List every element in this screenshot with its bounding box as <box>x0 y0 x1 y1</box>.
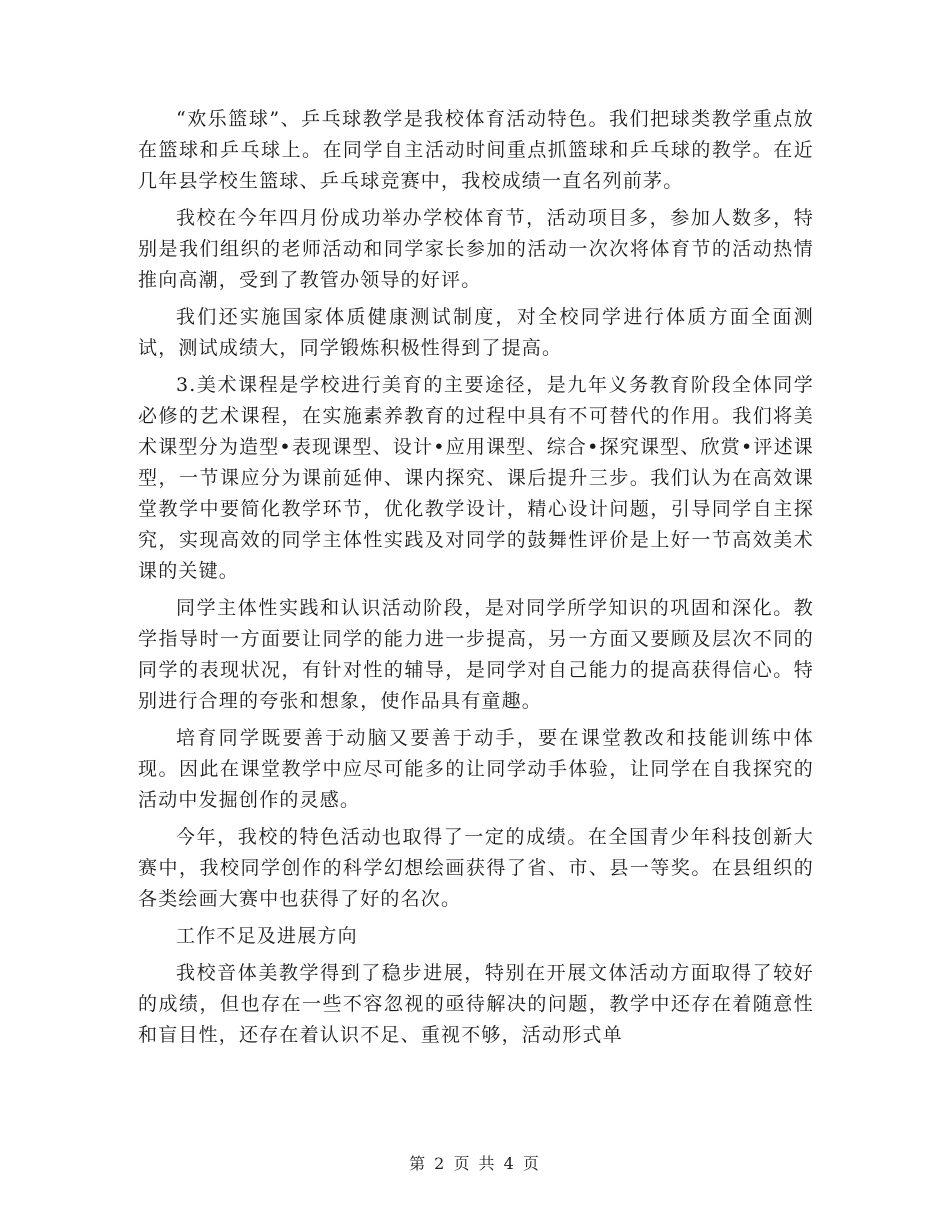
paragraph-fitness-test: 我们还实施国家体质健康测试制度，对全校同学进行体质方面全面测试，测试成绩大，同学锻炼积极性得到了提高。 <box>138 306 814 359</box>
paragraph-basketball-pingpong: “欢乐篮球”、乒乓球教学是我校体育活动特色。我们把球类教学重点放在篮球和乒乓球上。在同学自主活动时间重点抓篮球和乒乓球的教学。在近几年县学校生篮球、乒乓球竞赛中，我校成绩一直名列前茅。 <box>138 108 814 192</box>
paragraph-problems: 我校音体美教学得到了稳步进展，特别在开展文体活动方面取得了较好的成绩，但也存在一些不容忽视的亟待解决的问题，教学中还存在着随意性和盲目性，还存在着认识不足、重视不够，活动形式单 <box>138 962 814 1046</box>
paragraph-art-curriculum: 3.美术课程是学校进行美育的主要途径，是九年义务教育阶段全体同学必修的艺术课程，在实施素养教育的过程中具有不可替代的作用。我们将美术课型分为造型•表现课型、设计•应用课型、综合•探究课型、欣赏•评述课型，一节课应分为课前延伸、课内探究、课后提升三步。我们认为在高效课堂教学中要简化教学环节，优化教学设计，精心设计问题，引导同学自主探究，实现高效的同学主体性实践及对同学的鼓舞性评价是上好一节高效美术课的关键。 <box>138 374 814 582</box>
paragraph-hands-on: 培育同学既要善于动脑又要善于动手，要在课堂教改和技能训练中体现。因此在课堂教学中应尽可能多的让同学动手体验，让同学在自我探究的活动中发掘创作的灵感。 <box>138 727 814 811</box>
section-heading-shortcomings: 工作不足及进展方向 <box>176 925 358 947</box>
document-body <box>138 104 814 1057</box>
paragraph-student-practice: 同学主体性实践和认识活动阶段，是对同学所学知识的巩固和深化。教学指导时一方面要让同学的能力进一步提高，另一方面又要顾及层次不同的同学的表现状况，有针对性的辅导，是同学对自己能力的提高获得信心。特别进行合理的夸张和想象，使作品具有童趣。 <box>138 597 814 712</box>
page-number-footer: 第 2 页 共 4 页 <box>409 1154 541 1173</box>
paragraph-sports-festival: 我校在今年四月份成功举办学校体育节，活动项目多，参加人数多，特别是我们组织的老师活动和同学家长参加的活动一次次将体育节的活动热情推向高潮，受到了教管办领导的好评。 <box>138 207 814 291</box>
paragraph-achievements: 今年，我校的特色活动也取得了一定的成绩。在全国青少年科技创新大赛中，我校同学创作的科学幻想绘画获得了省、市、县一等奖。在县组织的各类绘画大赛中也获得了好的名次。 <box>138 826 814 910</box>
